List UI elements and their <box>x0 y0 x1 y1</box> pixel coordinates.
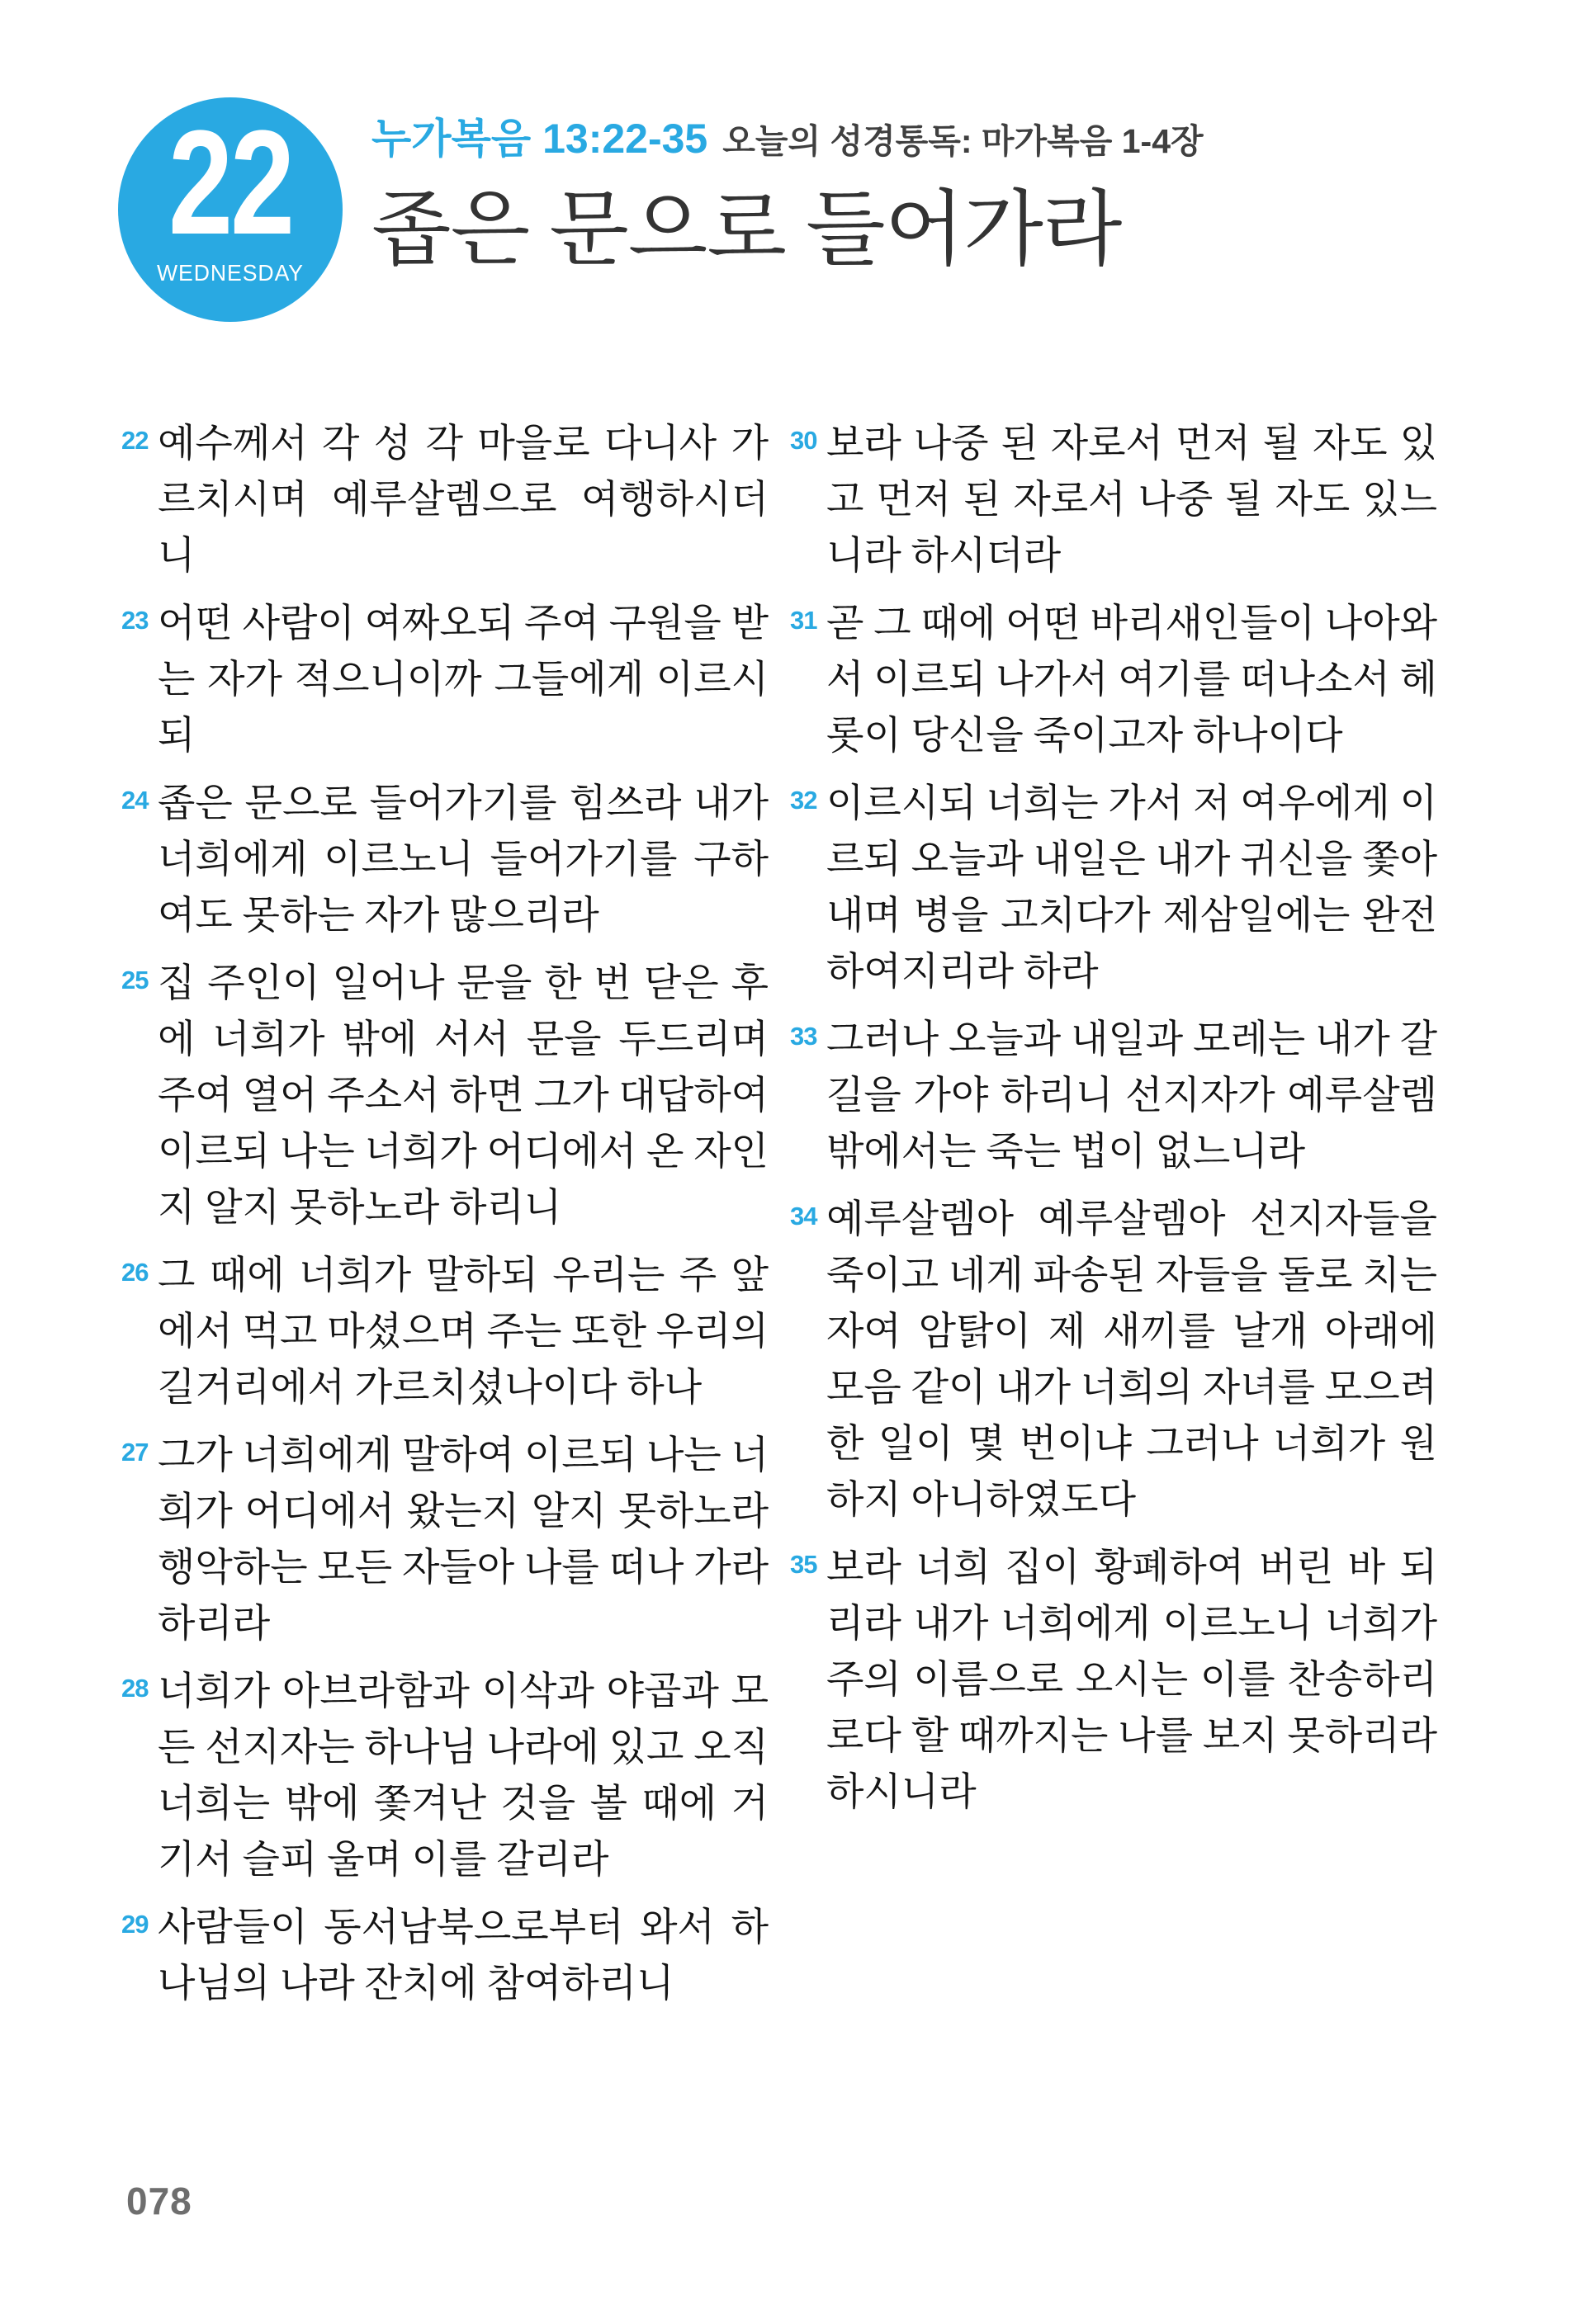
verse-text: 그가 너희에게 말하여 이르되 나는 너희가 어디에서 왔는지 알지 못하노라 행악하는 모든 자들아 나를 떠나 가라 하리라 <box>158 1434 769 1646</box>
verse-text: 어떤 사람이 여짜오되 주여 구원을 받는 자가 적으니이까 그들에게 이르시되 <box>158 602 769 758</box>
verse-text: 곧 그 때에 어떤 바리새인들이 나아와서 이르되 나가서 여기를 떠나소서 헤롯이 당신을 죽이고자 하나이다 <box>826 602 1437 758</box>
verse-number: 28 <box>121 1674 149 1703</box>
verse-number: 26 <box>121 1258 149 1287</box>
verse-text: 이르시되 너희는 가서 저 여우에게 이르되 오늘과 내일은 내가 귀신을 쫓아내며 병을 고치다가 제삼일에는 완전하여지리라 하라 <box>826 782 1437 994</box>
verse-number: 34 <box>790 1202 817 1230</box>
verse-text: 예루살렘아 예루살렘아 선지자들을 죽이고 네게 파송된 자들을 돌로 치는 자여 암탉이 제 새끼를 날개 아래에 모음 같이 내가 너희의 자녀를 모으려 한 일이 몇 번이냐 그러나 너희가 원하지 아니하였도다 <box>826 1198 1437 1522</box>
scripture-column-left <box>121 416 769 2012</box>
header <box>371 114 1204 275</box>
verse-number: 33 <box>790 1022 817 1051</box>
page-number: 078 <box>126 2180 192 2222</box>
verse-28 <box>121 1664 769 1888</box>
verse-24 <box>121 776 769 944</box>
verse-30 <box>790 416 1437 584</box>
verse-31 <box>790 596 1437 764</box>
verse-number: 27 <box>121 1438 149 1467</box>
verse-text: 너희가 아브라함과 이삭과 야곱과 모든 선지자는 하나님 나라에 있고 오직 너희는 밖에 쫓겨난 것을 볼 때에 거기서 슬피 울며 이를 갈리라 <box>158 1670 769 1882</box>
verse-35 <box>790 1540 1437 1821</box>
day-number: 22 <box>168 100 292 266</box>
day-label: WEDNESDAY <box>156 260 305 286</box>
verse-22 <box>121 416 769 584</box>
verse-29 <box>121 1900 769 2012</box>
verse-number: 32 <box>790 786 817 815</box>
scripture-column-right <box>790 416 1437 2012</box>
verse-34 <box>790 1192 1437 1528</box>
verse-32 <box>790 776 1437 1000</box>
verse-33 <box>790 1012 1437 1180</box>
verse-text: 그러나 오늘과 내일과 모레는 내가 갈 길을 가야 하리니 선지자가 예루살렘 밖에서는 죽는 법이 없느니라 <box>826 1018 1437 1174</box>
verse-text: 보라 너희 집이 황폐하여 버린 바 되리라 내가 너희에게 이르노니 너희가 주의 이름으로 오시는 이를 찬송하리로다 할 때까지는 나를 보지 못하리라 하시니라 <box>826 1547 1437 1814</box>
verse-text: 좁은 문으로 들어가기를 힘쓰라 내가 너희에게 이르노니 들어가기를 구하여도 못하는 자가 많으리라 <box>158 782 769 938</box>
reading-plan-note: 오늘의 성경통독: 마가복음 1-4장 <box>722 122 1204 160</box>
scripture-columns <box>121 416 1437 2012</box>
verse-number: 35 <box>790 1550 817 1579</box>
verse-text: 집 주인이 일어나 문을 한 번 닫은 후에 너희가 밖에 서서 문을 두드리며 주여 열어 주소서 하면 그가 대답하여 이르되 나는 너희가 어디에서 온 자인지 알지 못하노라 하리니 <box>158 962 769 1230</box>
verse-number: 29 <box>121 1910 149 1939</box>
verse-text: 그 때에 너희가 말하되 우리는 주 앞에서 먹고 마셨으며 주는 또한 우리의 길거리에서 가르치셨나이다 하나 <box>158 1254 769 1410</box>
verse-number: 31 <box>790 606 817 635</box>
verse-number: 25 <box>121 966 149 994</box>
passage-reference: 누가복음 13:22-35 <box>371 116 708 162</box>
day-badge <box>118 97 343 322</box>
verse-text: 예수께서 각 성 각 마을로 다니사 가르치시며 예루살렘으로 여행하시더니 <box>158 423 769 578</box>
verse-text: 보라 나중 된 자로서 먼저 될 자도 있고 먼저 된 자로서 나중 될 자도 있느니라 하시더라 <box>826 423 1437 578</box>
verse-26 <box>121 1248 769 1416</box>
verse-number: 23 <box>121 606 149 635</box>
verse-text: 사람들이 동서남북으로부터 와서 하나님의 나라 잔치에 참여하리니 <box>158 1906 769 2005</box>
verse-23 <box>121 596 769 764</box>
verse-number: 24 <box>121 786 149 815</box>
verse-number: 22 <box>121 426 149 455</box>
reference-line <box>371 114 1204 174</box>
page-title: 좁은 문으로 들어가라 <box>371 184 1122 276</box>
verse-25 <box>121 956 769 1236</box>
verse-27 <box>121 1428 769 1652</box>
verse-number: 30 <box>790 426 817 455</box>
